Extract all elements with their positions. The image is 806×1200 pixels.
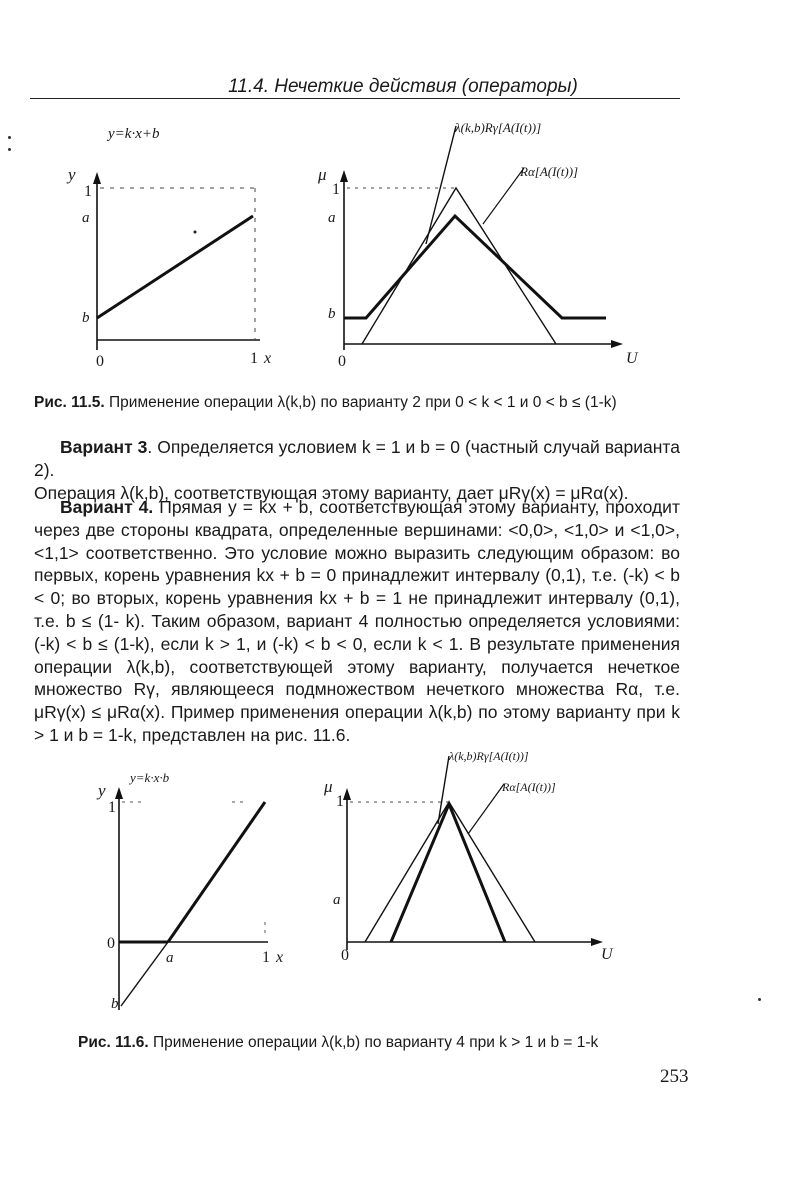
speck <box>194 231 197 234</box>
mu-axis-arrow <box>343 788 351 800</box>
page-number: 253 <box>660 1066 689 1087</box>
u-axis-label: U <box>626 350 638 367</box>
r-alpha-triangle <box>365 802 535 942</box>
figure-caption <box>34 394 694 412</box>
function-line-lower <box>121 942 168 1006</box>
function-line <box>97 216 253 318</box>
label-r-alpha: Rα[A(I(t))] <box>520 164 579 179</box>
r-alpha-triangle <box>362 188 556 344</box>
mu-axis-arrow <box>340 170 348 182</box>
equation-label: y=k·x·b <box>130 770 170 785</box>
mu-tick-1: 1 <box>332 181 340 198</box>
r-leader <box>483 168 524 224</box>
variant-3-title: Вариант 3 <box>60 437 148 457</box>
origin-label: 0 <box>338 353 346 370</box>
variant-4-paragraph <box>34 496 680 747</box>
running-header: 11.4. Нечеткие действия (операторы) <box>228 76 578 97</box>
y-axis-arrow <box>93 172 101 184</box>
y-axis-label: y <box>98 781 106 800</box>
tick-label-b: b <box>111 996 119 1012</box>
origin-label: 0 <box>107 935 115 952</box>
lambda-leader <box>426 126 456 244</box>
mu-tick-1: 1 <box>336 793 344 810</box>
mu-tick-a: a <box>328 210 336 226</box>
x-tick-1: 1 <box>250 350 258 367</box>
mu-axis-label: μ <box>318 165 327 184</box>
x-axis-label: x <box>276 949 284 966</box>
y-axis-arrow <box>115 787 123 799</box>
figure-11-6 <box>0 740 806 1040</box>
tick-label-1: 1 <box>108 799 116 816</box>
mu-tick-b: b <box>328 306 336 322</box>
mu-tick-a: a <box>333 892 341 908</box>
r-leader <box>468 784 504 834</box>
origin-label: 0 <box>341 947 349 964</box>
figure-11-5 <box>0 0 806 420</box>
x-axis-label: x <box>264 350 272 367</box>
mu-axis-label: μ <box>324 777 333 796</box>
tick-label-a: a <box>166 950 174 966</box>
equation-label: y=k·x+b <box>108 126 160 142</box>
u-axis-arrow <box>591 938 603 946</box>
origin-label: 0 <box>96 353 104 370</box>
caption-number: Рис. 11.5. <box>34 394 105 411</box>
tick-label-a: a <box>82 210 90 226</box>
lambda-curve <box>344 216 606 318</box>
function-line-upper <box>168 802 265 942</box>
figure-caption <box>78 1034 718 1052</box>
caption-number: Рис. 11.6. <box>78 1034 149 1051</box>
caption-text: Применение операции λ(k,b) по варианту 4 при k > 1 и b = 1-k <box>153 1034 599 1051</box>
variant-4-text: Прямая y = kx + b, соответствующая этому варианту, проходит через две стороны квадрата, определенные вершинами: <0,0>, <1,0> и <1,0>, <1,1> соответственно. Это условие можно выразить следующим образом: во первых, корень уравнения kx + b = 0 принадлежит интервалу (0,1), т.е. (-k) < b < 0; во вторых, корень уравнения kx + b = 1 не принадлежит интервалу (0,1), т.е. b ≤ (1- k). Таким образом, вариант 4 полностью определяется условиями: (-k) < b ≤ (1-k), если k > 1, и (-k) < b < 0, если k < 1. В результате применения операции λ(k,b), соответствующей этому варианту, получается нечеткое множество Rγ, являющееся подмножеством нечеткого множества Rα, т.е. μRγ(x) ≤ μRα(x). Пример применения операции λ(k,b) по этому варианту при k > 1 и b = 1-k, представлен на рис. 11.6. <box>34 497 680 745</box>
tick-label-1: 1 <box>84 183 92 200</box>
lambda-triangle <box>391 804 505 942</box>
x-tick-1: 1 <box>262 949 270 966</box>
variant-3-text: . Определяется условием k = 1 и b = 0 (частный случай варианта 2). <box>34 437 680 480</box>
variant-4-title: Вариант 4. <box>60 497 154 517</box>
caption-text: Применение операции λ(k,b) по варианту 2 при 0 < k < 1 и 0 < b ≤ (1-k) <box>109 394 617 411</box>
label-lambda: λ(k,b)Rγ[A(I(t))] <box>449 749 529 763</box>
u-axis-label: U <box>601 946 613 963</box>
u-axis-arrow <box>611 340 623 348</box>
variant-3-text-2: Операция λ(k,b), соответствующая этому варианту, дает μRγ(x) = μRα(x). <box>34 482 629 503</box>
y-axis-label: y <box>68 165 76 184</box>
tick-label-b: b <box>82 310 90 326</box>
label-lambda: λ(k,b)Rγ[A(I(t))] <box>455 120 542 135</box>
label-r-alpha: Rα[A(I(t))] <box>502 780 556 794</box>
variant-3-paragraph <box>34 436 680 504</box>
